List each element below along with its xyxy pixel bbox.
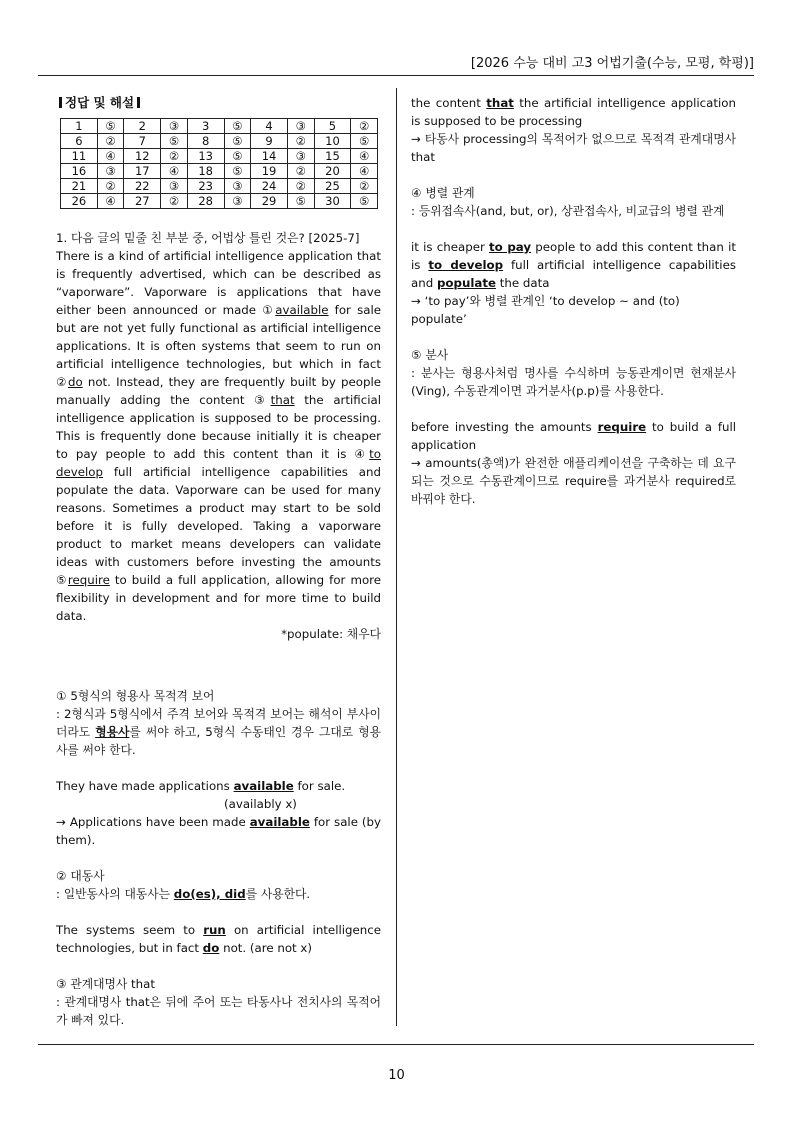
explanation-4-title: ④ 병렬 관계 (411, 186, 475, 200)
question-number-cell: 18 (187, 164, 224, 179)
question-number-cell: 17 (124, 164, 161, 179)
underline-2: do (67, 375, 83, 389)
explanation-2-example: The systems seem to run on artificial intelligence technologies, but in fact do not. (are not x) (56, 923, 381, 955)
explanation-4-comment: → ‘to pay’와 병렬 관계인 ‘to develop ~ and (to) populate’ (411, 294, 680, 326)
answer-cell: ④ (161, 164, 188, 179)
question-number-cell: 1 (61, 119, 98, 134)
question-number-cell: 11 (61, 149, 98, 164)
title-bar-icon (137, 97, 140, 108)
explanation-4-example: it is cheaper to pay people to add this content than it is to develop full artificial intelligence capabilities and populate the data (411, 240, 736, 290)
explanation-2-desc: : 일반동사의 대동사는 do(es), did를 사용한다. (56, 887, 311, 901)
question-number-cell: 5 (314, 119, 351, 134)
answer-cell: ③ (287, 149, 314, 164)
page-header: [2026 수능 대비 고3 어법기출(수능, 모평, 학평)] (470, 56, 754, 71)
answer-cell: ⑤ (287, 194, 314, 209)
answer-cell: ③ (97, 164, 124, 179)
question-passage: There is a kind of artificial intelligence application that is frequently advertised, which can be described as “vaporware”. Vaporware is applications that have either been announced or made ①available for sale but are not yet fully functional as artificial intelligence applications. It is often systems that seem to run on artificial intelligence technologies, but which in fact ②do not. Instead, they are frequently built by people manually adding the content ③that the artificial intelligence application is supposed to be processing. This is frequently done because initially it is cheaper to pay people to add this content than it is ④to develop full artificial intelligence capabilities and populate the data. Vaporware can be used for many reasons. Sometimes a product may start to be sold before it is fully developed. Taking a vaporware product to market means developers can validate ideas with customers before investing the amounts ⑤require to build a full application, allowing for more flexibility in development and for more time to build data. (56, 249, 382, 623)
question-number-cell: 28 (187, 194, 224, 209)
explanation-5-desc: : 분사는 형용사처럼 명사를 수식하며 능동관계이면 현재분사(Ving), 수동관계이면 과거분사(p.p)를 사용한다. (411, 366, 736, 398)
explanation-5-title: ⑤ 분사 (411, 348, 449, 362)
explanation-1-example: They have made applications available for sale. (56, 779, 346, 793)
explanation-5-comment: → amounts(총액)가 완전한 애플리케이션을 구축하는 데 요구되는 것으로 수동관계이므로 require를 과거분사 required로 바꿔야 한다. (411, 456, 736, 506)
explanation-1-note: (availably x) (224, 797, 297, 811)
answer-cell: ③ (161, 179, 188, 194)
underline-1: available (275, 303, 329, 317)
answer-cell: ③ (287, 119, 314, 134)
header-rule (38, 75, 754, 76)
question-number-cell: 13 (187, 149, 224, 164)
question-number-cell: 15 (314, 149, 351, 164)
answer-cell: ③ (224, 194, 251, 209)
answer-cell: ② (287, 179, 314, 194)
question-number-cell: 4 (251, 119, 288, 134)
title-bar-icon (59, 97, 62, 108)
explanation-1-desc: : 2형식과 5형식에서 주격 보어와 목적격 보어는 해석이 부사이더라도 형용사를 써야 하고, 5형식 수동태인 경우 그대로 형용사를 써야 한다. (56, 707, 381, 757)
question-number-cell: 21 (61, 179, 98, 194)
explanation-2-title: ② 대동사 (56, 869, 105, 883)
answer-cell: ④ (97, 194, 124, 209)
answer-cell: ⑤ (351, 134, 378, 149)
question-number-cell: 27 (124, 194, 161, 209)
explanation-3-comment: → 타동사 processing의 목적어가 없으므로 목적격 관계대명사 that (411, 132, 736, 164)
answer-cell: ⑤ (97, 119, 124, 134)
question-number-cell: 19 (251, 164, 288, 179)
answer-cell: ② (97, 134, 124, 149)
answer-row (61, 149, 378, 164)
question-number-cell: 16 (61, 164, 98, 179)
underline-5: require (67, 573, 110, 587)
question-number-cell: 7 (124, 134, 161, 149)
question-number-cell: 30 (314, 194, 351, 209)
answer-table (60, 118, 378, 209)
answer-section-title (56, 94, 381, 112)
answer-cell: ④ (351, 164, 378, 179)
answer-cell: ② (287, 134, 314, 149)
answer-cell: ⑤ (224, 149, 251, 164)
answer-row (61, 134, 378, 149)
answer-cell: ② (351, 179, 378, 194)
answer-cell: ② (161, 149, 188, 164)
question-number-cell: 20 (314, 164, 351, 179)
explanation-3-desc: : 관계대명사 that은 뒤에 주어 또는 타동사나 전치사의 목적어가 빠져 있다. (56, 995, 381, 1027)
explanation-4-desc: : 등위접속사(and, but, or), 상관접속사, 비교급의 병렬 관계 (411, 204, 725, 218)
right-column (411, 94, 736, 508)
answer-row (61, 194, 378, 209)
underline-4: to develop (56, 447, 382, 479)
answer-cell: ⑤ (224, 164, 251, 179)
question-number-cell: 6 (61, 134, 98, 149)
question-number-cell: 26 (61, 194, 98, 209)
footer-rule (38, 1044, 754, 1045)
question-number-cell: 12 (124, 149, 161, 164)
explanation-1-title: ① 5형식의 형용사 목적격 보어 (56, 689, 215, 703)
answer-cell: ② (287, 164, 314, 179)
explanation-5-example: before investing the amounts require to build a full application (411, 420, 737, 452)
explanation-3-title: ③ 관계대명사 that (56, 977, 156, 991)
question-number-cell: 3 (187, 119, 224, 134)
answer-cell: ④ (351, 149, 378, 164)
footnote: *populate: 채우다 (281, 627, 381, 641)
page-number: 10 (388, 1068, 405, 1083)
answer-cell: ② (161, 194, 188, 209)
answer-cell: ② (97, 179, 124, 194)
question-number-cell: 9 (251, 134, 288, 149)
answer-row (61, 119, 378, 134)
underline-3: that (270, 393, 295, 407)
answer-cell: ⑤ (224, 119, 251, 134)
answer-cell: ② (351, 119, 378, 134)
question-number-cell: 23 (187, 179, 224, 194)
explanation-3-example: the content that the artificial intelligence application is supposed to be processing (411, 96, 736, 128)
question-number-cell: 24 (251, 179, 288, 194)
left-column (56, 94, 381, 1029)
answer-row (61, 179, 378, 194)
question-number-cell: 14 (251, 149, 288, 164)
answer-cell: ④ (97, 149, 124, 164)
question-title: 1. 다음 글의 밑줄 친 부분 중, 어법상 틀린 것은? [2025-7] (56, 231, 360, 245)
question-number-cell: 22 (124, 179, 161, 194)
question-number-cell: 10 (314, 134, 351, 149)
question-number-cell: 2 (124, 119, 161, 134)
answer-cell: ⑤ (224, 134, 251, 149)
question-number-cell: 25 (314, 179, 351, 194)
explanation-1-example-2: → Applications have been made available for sale (by them). (56, 815, 382, 847)
answer-cell: ③ (161, 119, 188, 134)
answer-cell: ⑤ (161, 134, 188, 149)
answer-row (61, 164, 378, 179)
answer-cell: ⑤ (351, 194, 378, 209)
question-number-cell: 8 (187, 134, 224, 149)
answer-cell: ③ (224, 179, 251, 194)
question-number-cell: 29 (251, 194, 288, 209)
answer-section-title-text: 정답 및 해설 (65, 95, 135, 110)
column-divider (396, 88, 397, 1026)
